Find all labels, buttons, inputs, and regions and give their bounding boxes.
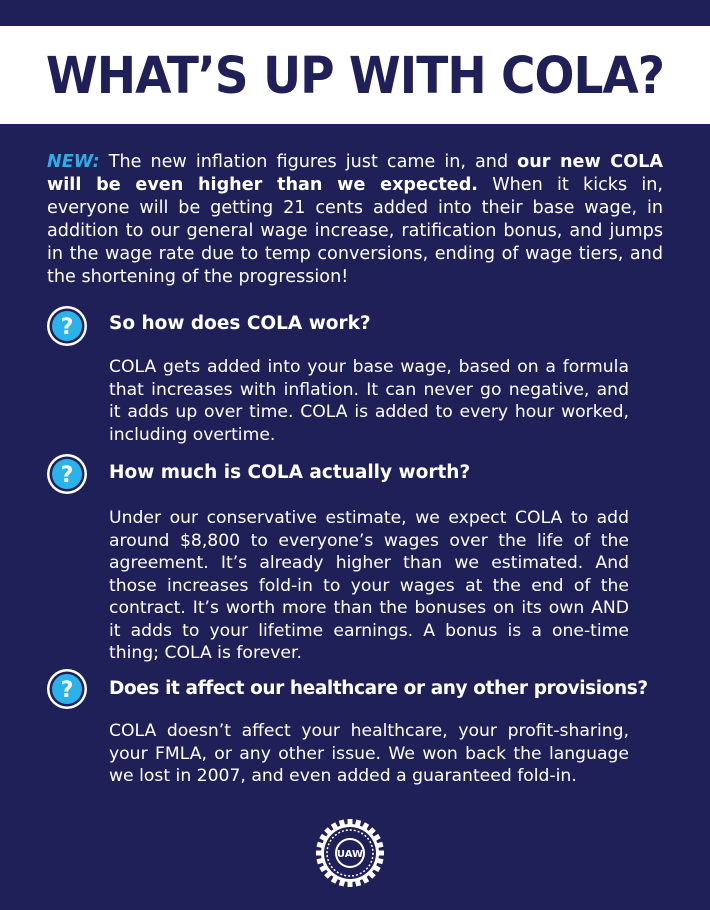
top-band: [0, 0, 710, 26]
svg-text:?: ?: [60, 463, 74, 488]
svg-text:?: ?: [60, 315, 74, 340]
intro-text-1: The new inflation figures just came in, and: [99, 152, 518, 172]
svg-text:?: ?: [60, 678, 74, 703]
question-icon: [46, 668, 88, 710]
intro-text-2: When it kicks in, everyone will be getting 21 cents added into their base wage, in addition to our general wage increase, ratification bonus, and jumps in the wage rate due to temp conversions, ending of wage tiers, and the shortening of the progression!: [47, 175, 663, 287]
new-tag: NEW:: [47, 152, 100, 172]
page-title: WHAT’S UP WITH COLA?: [45, 46, 665, 107]
uaw-logo: [313, 816, 387, 890]
intro-bold: our new COLA will be even higher than we expected.: [47, 152, 664, 195]
section-body-how-it-works: COLA gets added into your base wage, based on a formula that increases with inflation. It can never go negative, and it adds up over time. COLA is added to every hour worked, including overtime.: [109, 357, 629, 445]
question-icon: [46, 453, 88, 495]
section-heading-worth: How much is COLA actually worth?: [109, 462, 471, 483]
question-icon: [46, 305, 88, 347]
logo-text: UAW: [336, 849, 364, 860]
section-body-worth: Under our conservative estimate, we expect COLA to add around $8,800 to everyone’s wages over the life of the agreement. It’s already higher than we estimated. And those increases fold-in to your wages at the end of the contract. It’s worth more than the bonuses on its own AND it adds to your lifetime earnings. A bonus is a one-time thing; COLA is forever.: [109, 508, 629, 663]
section-heading-how-it-works: So how does COLA work?: [109, 313, 371, 334]
intro-paragraph: [47, 151, 663, 289]
section-body-provisions: COLA doesn’t affect your healthcare, your profit-sharing, your FMLA, or any other issue. We won back the language we lost in 2007, and even added a guaranteed fold-in.: [109, 721, 629, 786]
section-heading-provisions: Does it affect our healthcare or any other provisions?: [109, 678, 648, 699]
